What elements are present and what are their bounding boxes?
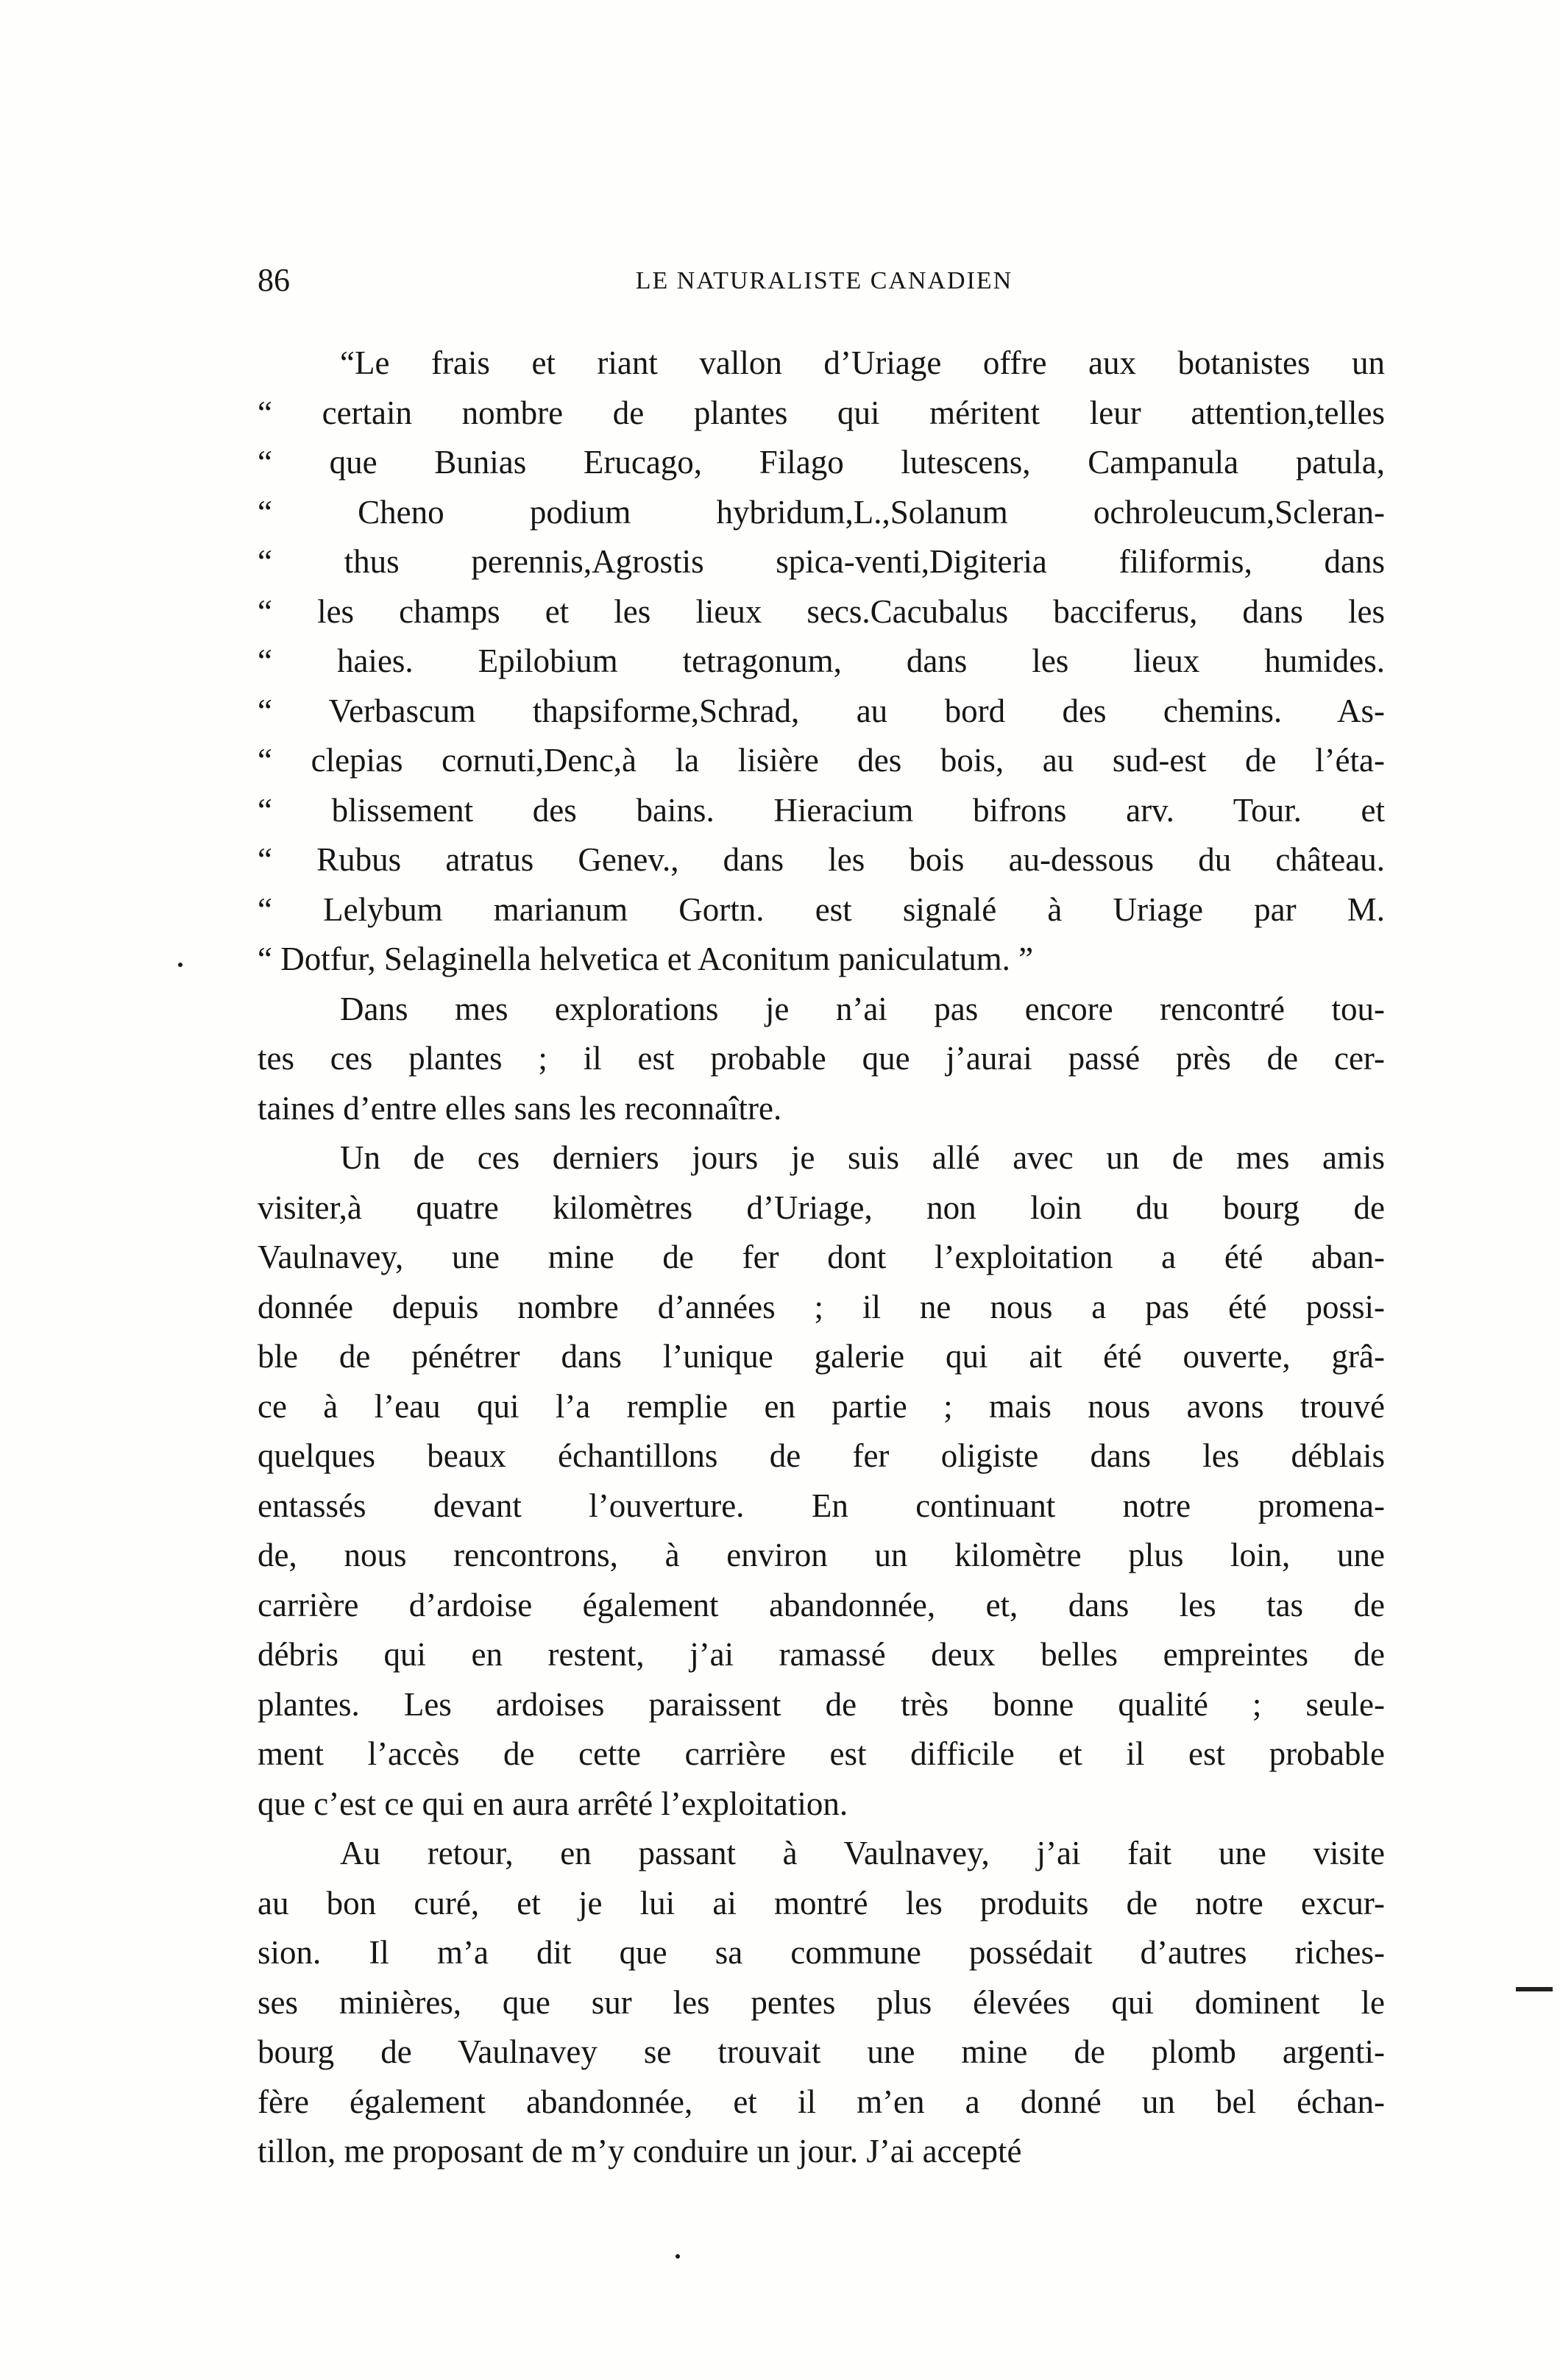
text-line: sion. Il m’a dit que sa commune possédait d’autres riches- bbox=[258, 1934, 1385, 1971]
text-line: ce à l’eau qui l’a remplie en partie ; mais nous avons trouvé bbox=[258, 1387, 1385, 1425]
text-line: Vaulnavey, une mine de fer dont l’exploitation a été aban- bbox=[258, 1239, 1385, 1275]
paragraph bbox=[258, 339, 1385, 985]
text-line: bourg de Vaulnavey se trouvait une mine de plomb argenti- bbox=[258, 2033, 1385, 2070]
text-line: “ clepias cornuti,Denc,à la lisière des bois, au sud-est de l’éta- bbox=[258, 742, 1385, 779]
text-line: ble de pénétrer dans l’unique galerie qui ait été ouverte, grâ- bbox=[258, 1338, 1385, 1375]
text-line: “ thus perennis,Agrostis spica-venti,Digiteria filiformis, dans bbox=[258, 543, 1385, 580]
text-line: entassés devant l’ouverture. En continuant notre promena- bbox=[258, 1487, 1385, 1524]
text-line: “ Rubus atratus Genev., dans les bois au-dessous du château. bbox=[258, 841, 1385, 878]
text-line: ment l’accès de cette carrière est difficile et il est probable bbox=[258, 1735, 1385, 1772]
text-line: donnée depuis nombre d’années ; il ne nous a pas été possi- bbox=[258, 1288, 1385, 1325]
paragraph bbox=[258, 1133, 1385, 1829]
page-number: 86 bbox=[258, 262, 290, 298]
text-line: de, nous rencontrons, à environ un kilomètre plus loin, une bbox=[258, 1537, 1385, 1573]
text-line: “ blissement des bains. Hieracium bifrons arv. Tour. et bbox=[258, 791, 1385, 829]
text-line: “ Cheno podium hybridum,L.,Solanum ochroleucum,Scleran- bbox=[258, 493, 1385, 531]
text-line: plantes. Les ardoises paraissent de très bonne qualité ; seule- bbox=[258, 1685, 1385, 1723]
text-line: visiter,à quatre kilomètres d’Uriage, non loin du bourg de bbox=[258, 1189, 1385, 1226]
text-line: ses minières, que sur les pentes plus élevées qui dominent le bbox=[258, 1983, 1385, 2021]
body-text bbox=[258, 339, 1385, 2177]
running-title: LE NATURALISTE CANADIEN bbox=[635, 267, 1013, 294]
text-line: “Le frais et riant vallon d’Uriage offre aux botanistes un bbox=[340, 344, 1385, 381]
text-line: Au retour, en passant à Vaulnavey, j’ai fait une visite bbox=[340, 1835, 1385, 1871]
text-line: tes ces plantes ; il est probable que j’aurai passé près de cer- bbox=[258, 1040, 1385, 1077]
stray-dot-mark bbox=[178, 963, 182, 967]
text-line: carrière d’ardoise également abandonnée, et, dans les tas de bbox=[258, 1586, 1385, 1623]
paragraph bbox=[258, 1829, 1385, 2177]
stray-dot-mark bbox=[676, 2254, 680, 2259]
edge-mark bbox=[1516, 1987, 1553, 1991]
page-header bbox=[258, 261, 1391, 305]
text-line: quelques beaux échantillons de fer oligiste dans les déblais bbox=[258, 1437, 1385, 1474]
text-line: taines d’entre elles sans les reconnaître. bbox=[258, 1089, 782, 1127]
text-line: débris qui en restent, j’ai ramassé deux belles empreintes de bbox=[258, 1636, 1385, 1673]
text-line: Dans mes explorations je n’ai pas encore rencontré tou- bbox=[340, 990, 1385, 1027]
text-line: au bon curé, et je lui ai montré les produits de notre excur- bbox=[258, 1884, 1385, 1922]
text-line: que c’est ce qui en aura arrêté l’exploitation. bbox=[258, 1785, 848, 1822]
text-line: “ haies. Epilobium tetragonum, dans les lieux humides. bbox=[258, 642, 1385, 679]
text-line: “ que Bunias Erucago, Filago lutescens, Campanula patula, bbox=[258, 444, 1385, 481]
text-line: “ Lelybum marianum Gortn. est signalé à Uriage par M. bbox=[258, 890, 1385, 928]
text-line: “ les champs et les lieux secs.Cacubalus bacciferus, dans les bbox=[258, 592, 1385, 630]
text-line: “ certain nombre de plantes qui méritent leur attention,telles bbox=[258, 394, 1385, 431]
text-line: “ Verbascum thapsiforme,Schrad, au bord des chemins. As- bbox=[258, 692, 1385, 729]
paragraph bbox=[258, 985, 1385, 1134]
text-line: Un de ces derniers jours je suis allé avec un de mes amis bbox=[340, 1139, 1385, 1176]
text-line: “ Dotfur, Selaginella helvetica et Aconitum paniculatum. ” bbox=[258, 941, 1034, 977]
text-line: tillon, me proposant de m’y conduire un jour. J’ai accepté bbox=[258, 2133, 1022, 2170]
text-line: fère également abandonnée, et il m’en a donné un bel échan- bbox=[258, 2083, 1385, 2120]
